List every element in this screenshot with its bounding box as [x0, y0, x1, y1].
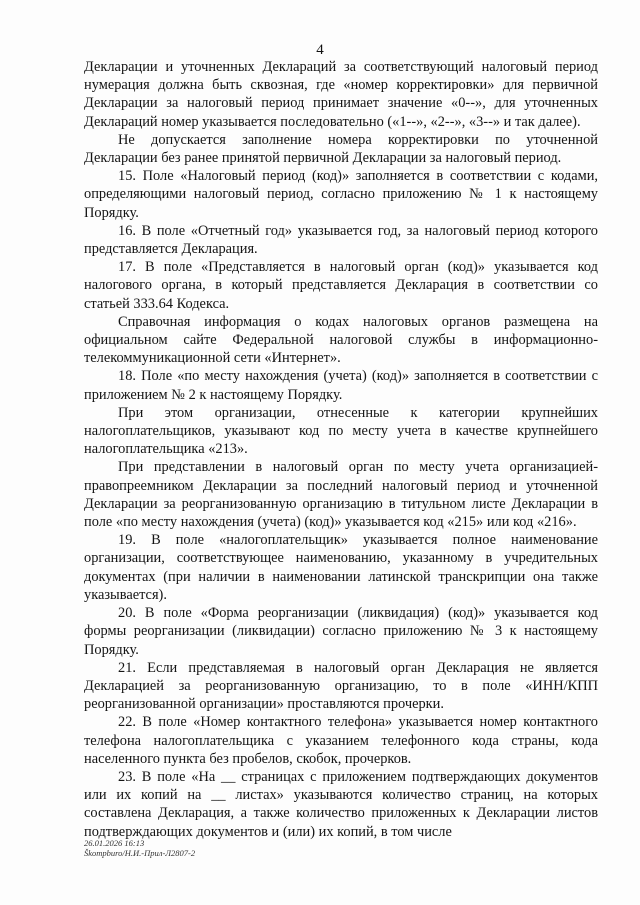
paragraph: При этом организации, отнесенные к категории крупнейших налогоплательщиков, указывают код по месту учета в качестве крупнейшего налогоплательщика «213».: [84, 404, 598, 458]
paragraph: 18. Поле «по месту нахождения (учета) (код)» заполняется в соответствии с приложением № 2 к настоящему Порядку.: [84, 368, 598, 403]
paragraph: Декларации и уточненных Деклараций за соответствующий налоговый период нумерация должна быть сквозная, где «номер корректировки» для первичной Декларации за налоговый период принимает значение «0--», для уточненных Деклараций номер указывается последовательно («1--», «2--», «3--» и так далее).: [84, 59, 598, 130]
paragraph: Справочная информация о кодах налоговых органов размещена на официальном сайте Федеральной налоговой службы в информационно-телекоммуникационной сети «Интернет».: [84, 313, 598, 367]
paragraph: 16. В поле «Отчетный год» указывается год, за налоговый период которого представляется Декларация.: [84, 222, 598, 258]
footer-file-path: Škompburo/Н.И.-Прил-Л2807-2: [84, 848, 196, 858]
paragraph: 17. В поле «Представляется в налоговый орган (код)» указывается код налогового органа, в который представляется Декларация в соответствии со статьей 333.64 Кодекса.: [84, 259, 598, 312]
footer-date: 26.01.2026 16:13: [84, 838, 145, 848]
paragraph: 20. В поле «Форма реорганизации (ликвидация) (код)» указывается код формы реорганизации (ликвидации) согласно приложению № 3 к настоящему Порядку.: [84, 605, 598, 658]
paragraph: При представлении в налоговый орган по месту учета организацией-правопреемником Декларации за последний налоговый период и уточненной Декларации за реорганизованную организацию в титульном листе Декларации в поле «по месту нахождения (учета) (код)» указывается код «215» или код «216».: [84, 459, 598, 531]
paragraph: 15. Поле «Налоговый период (код)» заполняется в соответствии с кодами, определяющими налоговый период, согласно приложению № 1 к настоящему Порядку.: [84, 168, 598, 221]
paragraph: 19. В поле «налогоплательщик» указывается полное наименование организации, соответствующее наименованию, указанному в учредительных документах (при наличии в наименовании латинской транскрипции она также указывается).: [84, 532, 598, 603]
document-footer: [84, 838, 195, 858]
paragraph: Не допускается заполнение номера корректировки по уточненной Декларации без ранее принятой первичной Декларации за налоговый период.: [84, 131, 598, 167]
paragraph: 23. В поле «На __ страницах с приложением подтверждающих документов или их копий на __ листах» указываются количество страниц, на которых составлена Декларация, а также количество приложенных к Декларации листов подтверждающих документов и (или) их копий, в том числе: [84, 768, 598, 840]
page-number: 4: [316, 42, 324, 58]
paragraph: 21. Если представляемая в налоговый орган Декларация не является Декларацией за реорганизованную организацию, то в поле «ИНН/КПП реорганизованной организации» проставляются прочерки.: [84, 659, 598, 713]
document-body: [84, 58, 598, 841]
paragraph: 22. В поле «Номер контактного телефона» указывается номер контактного телефона налогоплательщика с указанием телефонного кода страны, кода населенного пункта без пробелов, скобок, прочерков.: [84, 714, 598, 767]
